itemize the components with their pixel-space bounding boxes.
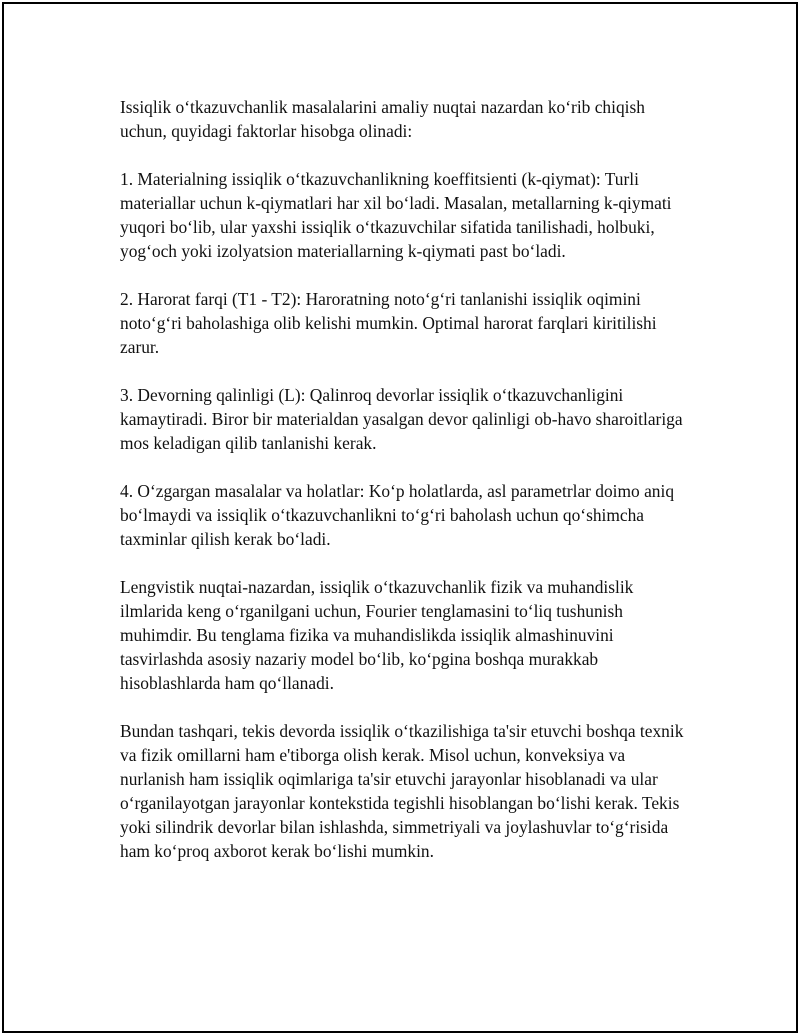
linguistic-paragraph: Lengvistik nuqtai-nazardan, issiqlik o‘tkazuvchanlik fizik va muhandislik ilmlarida keng o‘rganilgani uchun, Fourier tenglamasini to‘liq tushunish muhimdir. Bu tenglama fizika va muhandislikda issiqlik almashinuvini tasvirlashda asosiy nazariy model bo‘lib, ko‘pgina boshqa murakkab hisoblashlarda ham qo‘llanadi. (120, 577, 634, 693)
additional-factors-paragraph: Bundan tashqari, tekis devorda issiqlik o‘tkazilishiga ta'sir etuvchi boshqa texnik va fizik omillarni ham e'tiborga olish kerak. Misol uchun, konveksiya va nurlanish ham issiqlik oqimlariga ta'sir etuvchi jarayonlar hisoblanadi va ular o‘rganilayotgan jarayonlar kontekstida tegishli hisoblangan bo‘lishi kerak. Tekis yoki silindrik devorlar bilan ishlashda, simmetriyali va joylashuvlar to‘g‘risida ham ko‘proq axborot kerak bo‘lishi mumkin. (120, 721, 684, 861)
document-page (2, 2, 798, 1033)
factor-4-paragraph: 4. O‘zgargan masalalar va holatlar: Ko‘p holatlarda, asl parametrlar doimo aniq bo‘lmaydi va issiqlik o‘tkazuvchanlikni to‘g‘ri baholash uchun qo‘shimcha taxminlar qilish kerak bo‘ladi. (120, 481, 675, 549)
factor-3-paragraph: 3. Devorning qalinligi (L): Qalinroq devorlar issiqlik o‘tkazuvchanligini kamaytiradi. Biror bir materialdan yasalgan devor qalinligi ob-havo sharoitlariga mos keladigan qilib tanlanishi kerak. (120, 385, 683, 453)
factor-2-paragraph: 2. Harorat farqi (T1 - T2): Haroratning noto‘g‘ri tanlanishi issiqlik oqimini noto‘g‘ri baholashiga olib kelishi mumkin. Optimal harorat farqlari kiritilishi zarur. (120, 289, 657, 357)
document-body (120, 95, 692, 887)
factor-1-paragraph: 1. Materialning issiqlik o‘tkazuvchanlikning koeffitsienti (k-qiymat): Turli materiallar uchun k-qiymatlari har xil bo‘ladi. Masalan, metallarning k-qiymati yuqori bo‘lib, ular yaxshi issiqlik o‘tkazuvchilar sifatida tanilishadi, holbuki, yog‘och yoki izolyatsion materiallarning k-qiymati past bo‘ladi. (120, 169, 672, 261)
intro-paragraph: Issiqlik o‘tkazuvchanlik masalalarini amaliy nuqtai nazardan ko‘rib chiqish uchun, quyidagi faktorlar hisobga olinadi: (120, 97, 645, 141)
